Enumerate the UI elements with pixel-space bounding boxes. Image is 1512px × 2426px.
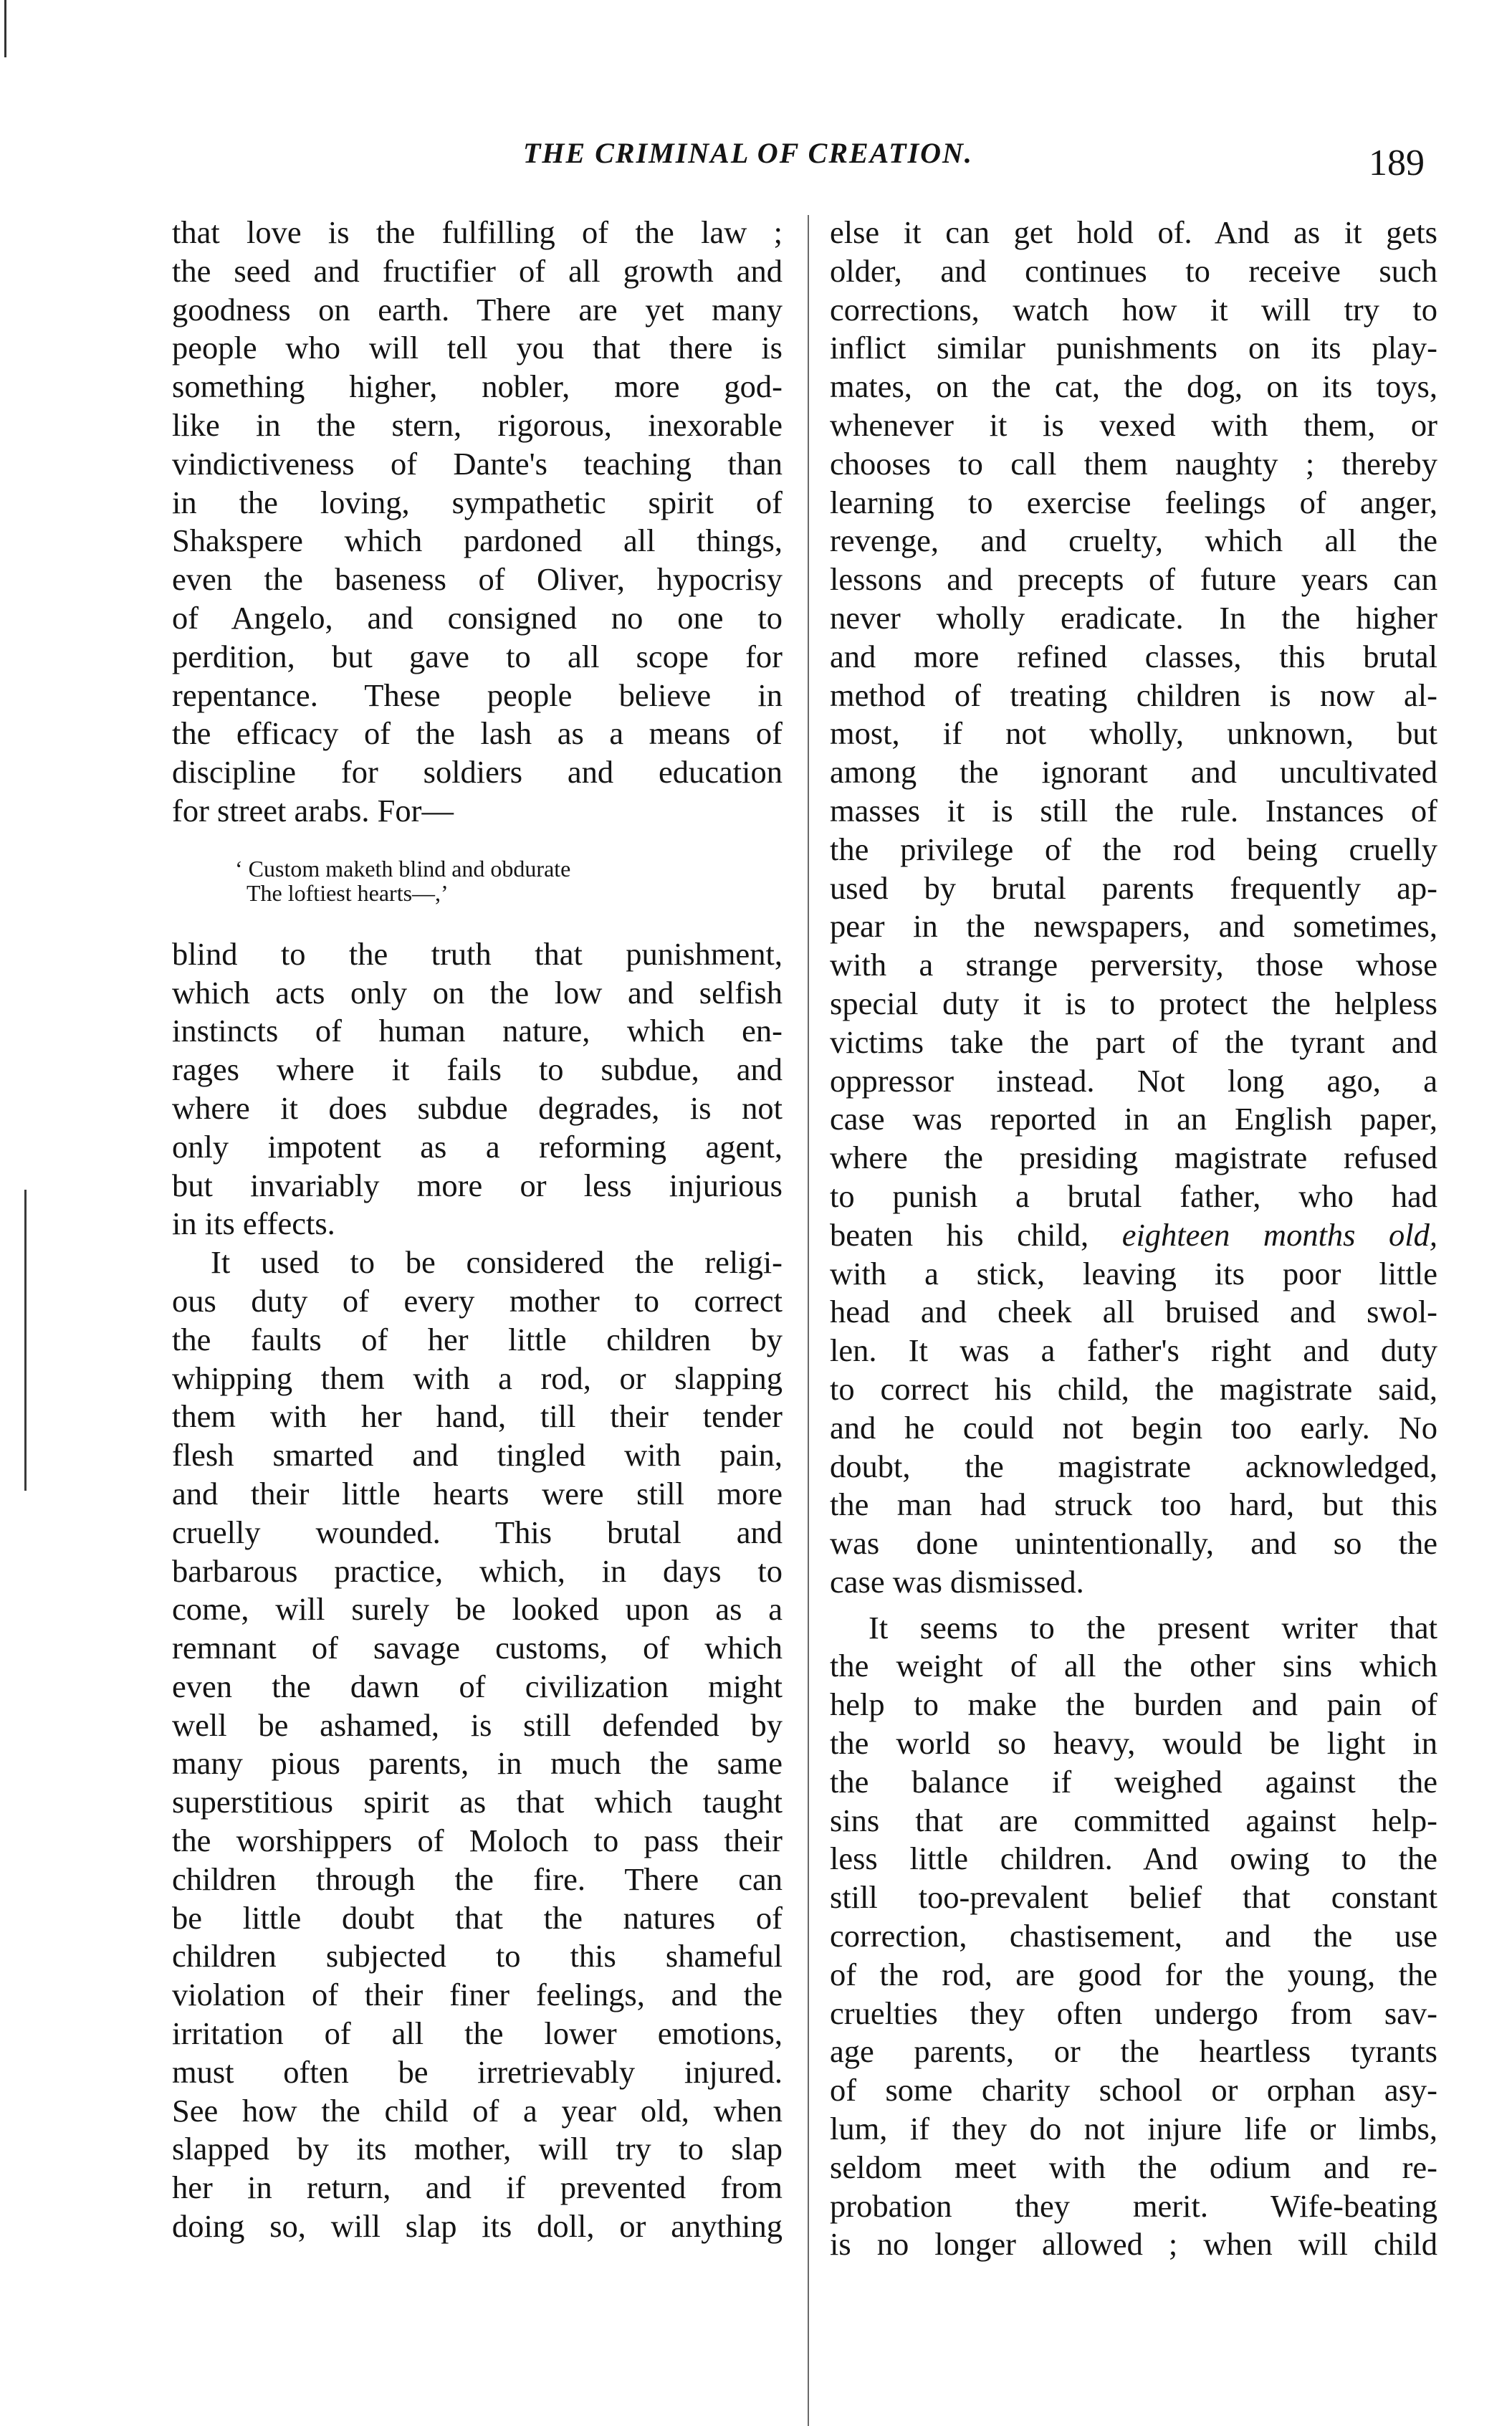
- text-line: lum, if they do not injure life or limbs,: [830, 2111, 1437, 2147]
- text-line: something higher, nobler, more god-: [172, 368, 783, 405]
- text-line: most, if not wholly, unknown, but: [830, 715, 1437, 752]
- text-line: doing so, will slap its doll, or anything: [172, 2208, 783, 2245]
- text-line: seldom meet with the odium and re-: [830, 2149, 1437, 2185]
- text-line: len. It was a father's right and duty: [830, 1332, 1437, 1369]
- text-line: is no longer allowed ; when will child: [830, 2226, 1437, 2263]
- text-line: revenge, and cruelty, which all the: [830, 522, 1437, 559]
- text-line: chooses to call them naughty ; thereby: [830, 445, 1437, 482]
- text-line: people who will tell you that there is: [172, 330, 783, 366]
- text-line: older, and continues to receive such: [830, 252, 1437, 289]
- text-line: violation of their finer feelings, and the: [172, 1977, 783, 2013]
- text-line: that love is the fulfilling of the law ;: [172, 214, 783, 250]
- paragraph: [830, 214, 1437, 1602]
- text-line: special duty it is to protect the helpless: [830, 985, 1437, 1021]
- text-line: age parents, or the heartless tyrants: [830, 2033, 1437, 2070]
- text-line: was done unintentionally, and so the: [830, 1525, 1437, 1562]
- text-line: for street arabs. For—: [172, 792, 454, 828]
- paragraph: [830, 1609, 1437, 2265]
- paragraph: [172, 935, 783, 1243]
- text-line: with a strange perversity, those whose: [830, 947, 1437, 983]
- left-column: [172, 214, 783, 2246]
- text-line: help to make the burden and pain of: [830, 1686, 1437, 1723]
- text-line: the man had struck too hard, but this: [830, 1486, 1437, 1523]
- text-line: used by brutal parents frequently ap-: [830, 869, 1437, 906]
- text-line: discipline for soldiers and education: [172, 754, 783, 791]
- text-line: children through the fire. There can: [172, 1861, 783, 1897]
- text-line: her in return, and if prevented from: [172, 2169, 783, 2206]
- text-line: of Angelo, and consigned no one to: [172, 599, 783, 636]
- text-line: the weight of all the other sins which: [830, 1648, 1437, 1684]
- text-line-start: beaten his child,: [830, 1216, 1122, 1253]
- column-divider: [808, 215, 809, 2426]
- text-line: the seed and fructifier of all growth and: [172, 252, 783, 289]
- text-line: like in the stern, rigorous, inexorable: [172, 406, 783, 443]
- text-line: which acts only on the low and selfish: [172, 974, 783, 1011]
- text-line: It seems to the present writer that: [869, 1609, 1437, 1646]
- text-line: in the loving, sympathetic spirit of: [172, 484, 783, 520]
- text-line: but invariably more or less injurious: [172, 1167, 783, 1203]
- text-line: only impotent as a reforming agent,: [172, 1128, 783, 1165]
- text-line: the balance if weighed against the: [830, 1763, 1437, 1800]
- text-line: even the dawn of civilization might: [172, 1668, 783, 1704]
- text-line: where the presiding magistrate refused: [830, 1140, 1437, 1176]
- text-line: See how the child of a year old, when: [172, 2092, 783, 2129]
- text-line: perdition, but gave to all scope for: [172, 638, 783, 674]
- text-line: flesh smarted and tingled with pain,: [172, 1437, 783, 1474]
- text-line: rages where it fails to subdue, and: [172, 1051, 783, 1088]
- text-line: case was reported in an English paper,: [830, 1101, 1437, 1137]
- text-line: repentance. These people believe in: [172, 677, 783, 713]
- text-line: learning to exercise feelings of anger,: [830, 484, 1437, 520]
- running-title: THE CRIMINAL OF CREATION.: [523, 137, 973, 169]
- text-line: less little children. And owing to the: [830, 1840, 1437, 1877]
- text-line: be little doubt that the natures of: [172, 1899, 783, 1936]
- text-line: among the ignorant and uncultivated: [830, 754, 1437, 791]
- text-line: corrections, watch how it will try to: [830, 291, 1437, 328]
- text-line: correction, chastisement, and the use: [830, 1918, 1437, 1954]
- text-line: whenever it is vexed with them, or: [830, 406, 1437, 443]
- text-line: to punish a brutal father, who had: [830, 1178, 1437, 1214]
- text-line: victims take the part of the tyrant and: [830, 1023, 1437, 1060]
- text-line: whipping them with a rod, or slapping: [172, 1360, 783, 1396]
- paragraph: [172, 1243, 783, 2246]
- text-line: slapped by its mother, will try to slap: [172, 2131, 783, 2167]
- scan-edge-mark: [4, 0, 6, 57]
- text-line: irritation of all the lower emotions,: [172, 2015, 783, 2052]
- paragraph-gap: [830, 1602, 1437, 1609]
- text-line: and he could not begin too early. No: [830, 1409, 1437, 1446]
- text-line: well be ashamed, is still defended by: [172, 1706, 783, 1743]
- text-line: [830, 1216, 1437, 1255]
- text-line: must often be irretrievably injured.: [172, 2053, 783, 2090]
- text-line: superstitious spirit as that which taught: [172, 1784, 783, 1820]
- text-line: pear in the newspapers, and sometimes,: [830, 908, 1437, 945]
- text-line: never wholly eradicate. In the higher: [830, 599, 1437, 636]
- text-line: instincts of human nature, which en-: [172, 1013, 783, 1049]
- text-line: and more refined classes, this brutal: [830, 638, 1437, 674]
- text-line: children subjected to this shameful: [172, 1938, 783, 1974]
- text-line: oppressor instead. Not long ago, a: [830, 1062, 1437, 1099]
- text-line: masses it is still the rule. Instances of: [830, 792, 1437, 828]
- text-line: the world so heavy, would be light in: [830, 1725, 1437, 1762]
- text-line: many pious parents, in much the same: [172, 1745, 783, 1782]
- text-line: remnant of savage customs, of which: [172, 1630, 783, 1666]
- text-line: case was dismissed.: [830, 1563, 1084, 1600]
- text-line: with a stick, leaving its poor little: [830, 1255, 1437, 1291]
- text-line: and their little hearts were still more: [172, 1475, 783, 1512]
- page-number: 189: [1369, 143, 1425, 183]
- text-line: the efficacy of the lash as a means of: [172, 715, 783, 752]
- italic-emphasis: eighteen months old,: [1121, 1216, 1437, 1253]
- text-line: come, will surely be looked upon as a: [172, 1591, 783, 1628]
- text-line: inflict similar punishments on its play-: [830, 330, 1437, 366]
- text-line: cruelly wounded. This brutal and: [172, 1514, 783, 1550]
- text-line: still too-prevalent belief that constant: [830, 1879, 1437, 1916]
- text-line: cruelties they often undergo from sav-: [830, 1995, 1437, 2031]
- text-line: lessons and precepts of future years can: [830, 561, 1437, 598]
- text-line: them with her hand, till their tender: [172, 1398, 783, 1435]
- text-line: head and cheek all bruised and swol-: [830, 1294, 1437, 1330]
- paragraph: [172, 214, 783, 831]
- text-line: doubt, the magistrate acknowledged,: [830, 1448, 1437, 1484]
- text-line: in its effects.: [172, 1205, 335, 1242]
- text-line: method of treating children is now al-: [830, 677, 1437, 713]
- text-line: where it does subdue degrades, is not: [172, 1089, 783, 1126]
- right-column: [830, 214, 1437, 2264]
- text-line: sins that are committed against help-: [830, 1802, 1437, 1838]
- text-line: ous duty of every mother to correct: [172, 1282, 783, 1319]
- text-line: the worshippers of Moloch to pass their: [172, 1823, 783, 1859]
- margin-pencil-mark: [24, 1190, 27, 1491]
- text-line: else it can get hold of. And as it gets: [830, 214, 1437, 250]
- text-line: vindictiveness of Dante's teaching than: [172, 445, 783, 482]
- text-line: blind to the truth that punishment,: [172, 935, 783, 972]
- text-line: even the baseness of Oliver, hypocrisy: [172, 561, 783, 598]
- quote-line: The loftiest hearts—,’: [247, 879, 449, 906]
- text-line: It used to be considered the religi-: [211, 1244, 783, 1281]
- verse-quotation: [172, 856, 783, 905]
- text-line: Shakspere which pardoned all things,: [172, 522, 783, 559]
- text-line: of the rod, are good for the young, the: [830, 1956, 1437, 1992]
- quote-line: ‘ Custom maketh blind and obdurate: [235, 855, 571, 882]
- text-line: mates, on the cat, the dog, on its toys,: [830, 368, 1437, 405]
- text-line: barbarous practice, which, in days to: [172, 1552, 783, 1589]
- text-line: of some charity school or orphan asy-: [830, 2072, 1437, 2109]
- text-line: the faults of her little children by: [172, 1321, 783, 1357]
- text-line: probation they merit. Wife-beating: [830, 2187, 1437, 2224]
- text-line: goodness on earth. There are yet many: [172, 291, 783, 328]
- text-line: to correct his child, the magistrate said,: [830, 1370, 1437, 1407]
- text-line: the privilege of the rod being cruelly: [830, 831, 1437, 867]
